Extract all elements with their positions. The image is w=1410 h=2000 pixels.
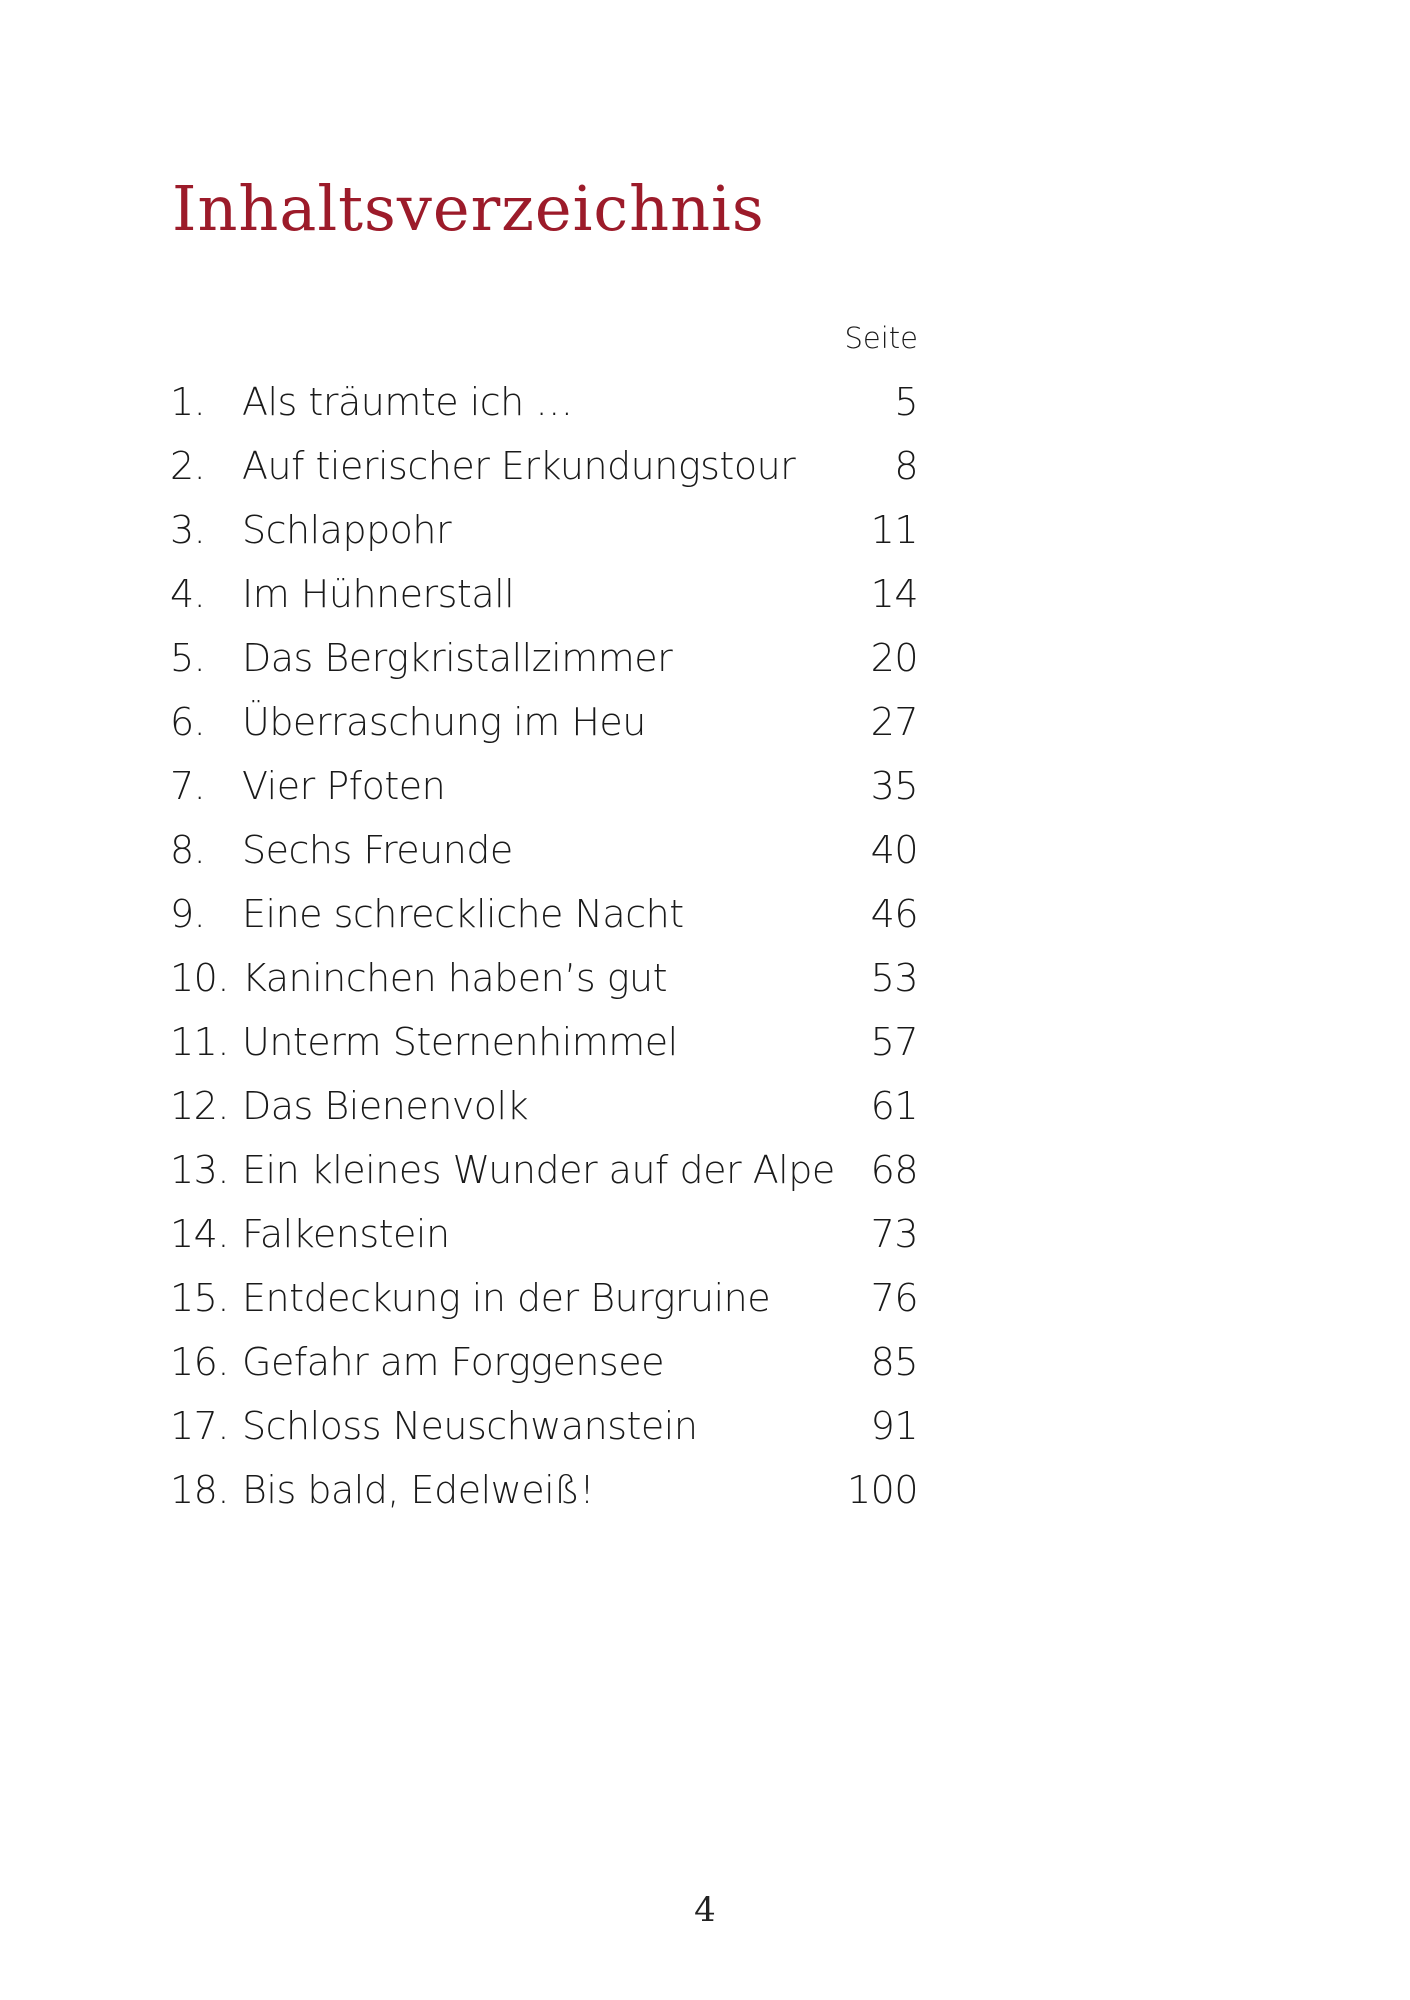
toc-entry-title: Eine schreckliche Nacht	[242, 892, 684, 936]
toc-entry	[170, 1074, 920, 1138]
toc-entry	[170, 626, 920, 690]
toc-entry	[170, 498, 920, 562]
toc-entry	[170, 1394, 920, 1458]
toc-entry-page: 76	[870, 1276, 918, 1320]
toc-entry-title: Vier Pfoten	[242, 764, 446, 808]
toc-entry-page: 8	[894, 444, 918, 488]
toc-entry	[170, 1330, 920, 1394]
toc-entry-number: 18.	[170, 1468, 229, 1512]
toc-entry-page: 73	[870, 1212, 918, 1256]
toc-entry	[170, 882, 920, 946]
toc-entry	[170, 1458, 920, 1522]
toc-entry-page: 5	[894, 380, 918, 424]
toc-entry-title: Bis bald, Edelweiß!	[242, 1468, 595, 1512]
page-number: 4	[694, 1890, 716, 1930]
toc-entry-page: 40	[870, 828, 918, 872]
toc-entry-title: Unterm Sternenhimmel	[242, 1020, 678, 1064]
toc-entry-number: 1.	[170, 380, 206, 424]
toc-entry-page: 100	[846, 1468, 918, 1512]
toc-entry-number: 16.	[170, 1340, 229, 1384]
toc-entry-title: Entdeckung in der Burgruine	[242, 1276, 771, 1320]
toc-entry-number: 13.	[170, 1148, 229, 1192]
toc-entry-page: 27	[870, 700, 918, 744]
toc-entry	[170, 754, 920, 818]
toc-entry-title: Schlappohr	[242, 508, 452, 552]
toc-entry-page: 61	[870, 1084, 918, 1128]
toc-entry-title: Falkenstein	[242, 1212, 450, 1256]
toc-entry-page: 46	[870, 892, 918, 936]
toc-entry-number: 2.	[170, 444, 206, 488]
toc-entry-title: Ein kleines Wunder auf der Alpe	[242, 1148, 835, 1192]
toc-entry-number: 11.	[170, 1020, 229, 1064]
toc-entry-title: Im Hühnerstall	[242, 572, 515, 616]
toc-entry	[170, 370, 920, 434]
toc-entry	[170, 690, 920, 754]
toc-entry-page: 68	[870, 1148, 918, 1192]
toc-entry-page: 91	[870, 1404, 918, 1448]
toc-entry-number: 12.	[170, 1084, 229, 1128]
page-title: Inhaltsverzeichnis	[172, 172, 765, 245]
toc-entry	[170, 818, 920, 882]
toc-entry-title: Schloss Neuschwanstein	[242, 1404, 698, 1448]
toc-entry-number: 14.	[170, 1212, 229, 1256]
toc-entry-number: 10.	[170, 956, 229, 1000]
toc-entry-number: 8.	[170, 828, 206, 872]
toc-entry-page: 35	[870, 764, 918, 808]
toc-entry-title: Kaninchen haben’s gut	[242, 956, 667, 1000]
toc-entry-number: 4.	[170, 572, 206, 616]
toc-entry-title: Sechs Freunde	[242, 828, 513, 872]
toc-entry	[170, 1138, 920, 1202]
toc-entry-number: 6.	[170, 700, 206, 744]
toc-entry-title: Das Bienenvolk	[242, 1084, 529, 1128]
toc-entry-title: Gefahr am Forggensee	[242, 1340, 664, 1384]
toc-entry	[170, 1202, 920, 1266]
toc-entry	[170, 1010, 920, 1074]
toc-entry-number: 15.	[170, 1276, 229, 1320]
toc-entry-number: 9.	[170, 892, 206, 936]
toc-entry-page: 53	[870, 956, 918, 1000]
toc-entry-number: 5.	[170, 636, 206, 680]
toc-entry	[170, 946, 920, 1010]
page-column-header: Seite	[844, 321, 918, 355]
toc-entry-page: 11	[870, 508, 918, 552]
toc-entry-title: Überraschung im Heu	[242, 700, 646, 744]
table-of-contents	[170, 370, 920, 1522]
toc-entry-title: Das Bergkristallzimmer	[242, 636, 673, 680]
toc-entry-page: 85	[870, 1340, 918, 1384]
toc-entry-number: 17.	[170, 1404, 229, 1448]
toc-entry-page: 14	[870, 572, 918, 616]
toc-entry-title: Auf tierischer Erkundungstour	[242, 444, 796, 488]
toc-entry-title: Als träumte ich …	[242, 380, 573, 424]
toc-entry-page: 20	[870, 636, 918, 680]
toc-entry	[170, 434, 920, 498]
toc-entry-number: 3.	[170, 508, 206, 552]
toc-entry-number: 7.	[170, 764, 206, 808]
toc-entry-page: 57	[870, 1020, 918, 1064]
toc-entry	[170, 562, 920, 626]
toc-entry	[170, 1266, 920, 1330]
